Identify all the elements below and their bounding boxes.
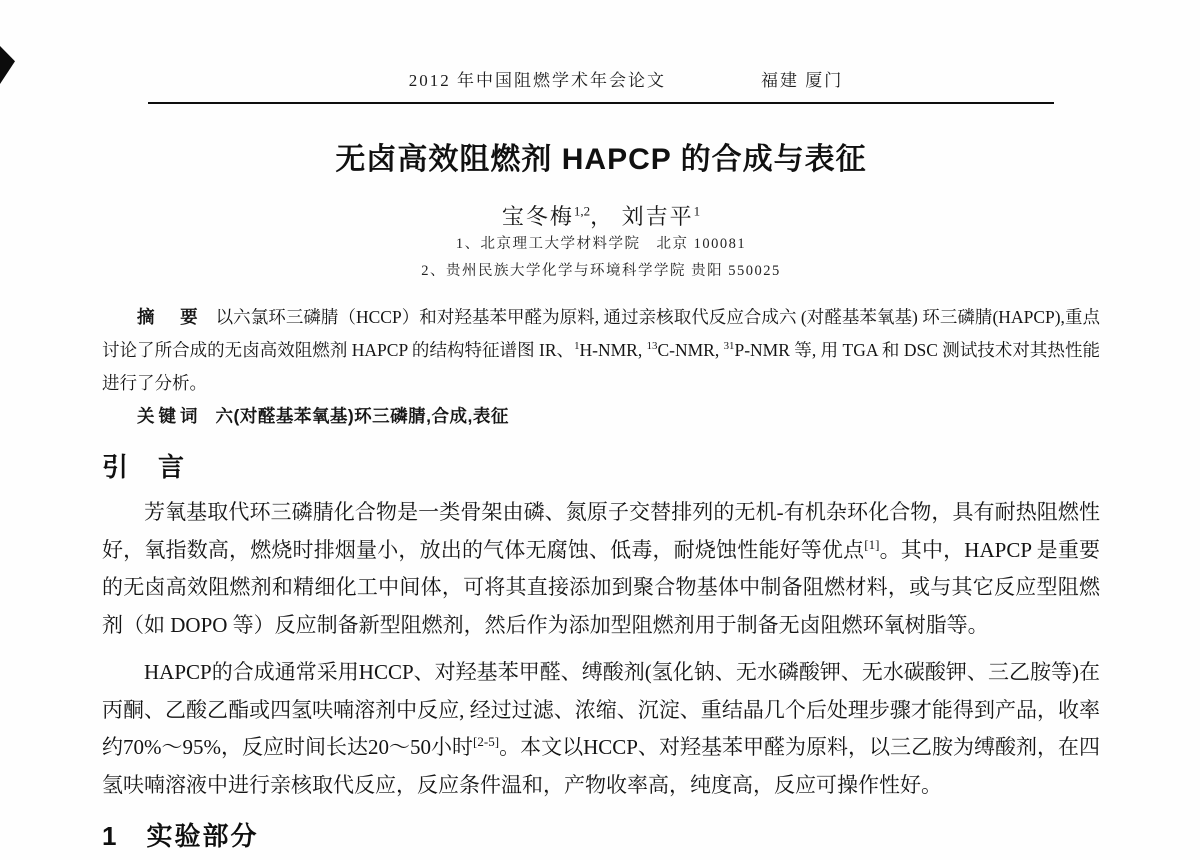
- author-separator: ，: [590, 204, 622, 229]
- abstract-label: 摘 要: [137, 307, 202, 327]
- authors-line: [102, 200, 1100, 231]
- paper-title: 无卤高效阻燃剂 HAPCP 的合成与表征: [335, 143, 867, 176]
- abstract-text-2: H-NMR,: [579, 340, 647, 360]
- abstract-text-1: 以六氯环三磷腈（HCCP）和对羟基苯甲醛为原料, 通过亲核取代反应合成六 (对醛基苯氧基) 环三磷腈(HAPCP),重点讨论了所合成的无卤高效阻燃剂 HAPCP 的结构特征谱图 IR、: [102, 307, 1101, 360]
- conference-location: 福建 厦门: [761, 71, 844, 90]
- p2-text-1: HAPCP的合成通常采用HCCP、对羟基苯甲醛、缚酸剂(氢化钠、无水磷酸钾、无水碳酸钾、三乙胺等)在丙酮、乙酸乙酯或四氢呋喃溶剂中反应, 经过过滤、浓缩、沉淀、重结晶几个后处理步骤才能得到产品，收率约70%～95%，反应时间长达20～50小时: [102, 660, 1100, 759]
- abstract-sup-1h: 1: [574, 340, 580, 353]
- abstract-text-3: C-NMR,: [657, 340, 724, 360]
- keywords-text: 六(对醛基苯氧基)环三磷腈,合成,表征: [215, 406, 509, 426]
- p1-text-2: 。其中，HAPCP 是重要的无卤高效阻燃剂和精细化工中间体，可将其直接添加到聚合物基体中制备阻燃材料，或与其它反应型阻燃剂（如 DOPO 等）反应制备新型阻燃剂，然后作为添加型阻燃剂用于制备无卤阻燃环氧树脂等。: [102, 537, 1100, 637]
- keywords-line: [102, 400, 1100, 433]
- abstract-sup-31p: 31: [723, 340, 735, 353]
- abstract-text-4: P-NMR 等, 用 TGA 和 DSC 测试技术对其热性能进行了分析。: [102, 340, 1101, 393]
- affiliation-2: 2、贵州民族大学化学与环境科学学院 贵阳 550025: [421, 263, 781, 279]
- author-1: 宝冬梅: [501, 204, 574, 229]
- p2-citation-2-5: [2-5]: [473, 734, 500, 749]
- author-2: 刘吉平: [621, 204, 694, 229]
- conference-header: [127, 66, 1125, 91]
- section-heading-experiment: 1 实验部分: [102, 821, 259, 851]
- p1-citation-1: [1]: [864, 536, 880, 552]
- section-heading-introduction: 引 言: [102, 452, 187, 482]
- scan-artifact: [0, 46, 15, 84]
- keywords-label: 关键词: [137, 406, 202, 426]
- intro-paragraph-1: [102, 494, 1100, 644]
- author-2-affiliation-sup: 1: [693, 203, 701, 219]
- abstract-paragraph: [102, 301, 1100, 400]
- p1-text-1: 芳氧基取代环三磷腈化合物是一类骨架由磷、氮原子交替排列的无机-有机杂环化合物，具有耐热阻燃性好，氧指数高，燃烧时排烟量小，放出的气体无腐蚀、低毒，耐烧蚀性能好等优点: [102, 500, 1100, 562]
- abstract-sup-13c: 13: [646, 340, 658, 353]
- affiliation-1: 1、北京理工大学材料学院 北京 100081: [455, 236, 747, 252]
- intro-paragraph-2: [102, 654, 1100, 804]
- header-divider: [148, 102, 1054, 104]
- author-1-affiliation-sup: 1,2: [573, 203, 591, 219]
- conference-title: 2012 年中国阻燃学术年会论文: [408, 71, 666, 90]
- p2-text-2: 。本文以HCCP、对羟基苯甲醛为原料，以三乙胺为缚酸剂，在四氢呋喃溶液中进行亲核取代反应，反应条件温和，产物收率高，纯度高，反应可操作性好。: [102, 735, 1100, 797]
